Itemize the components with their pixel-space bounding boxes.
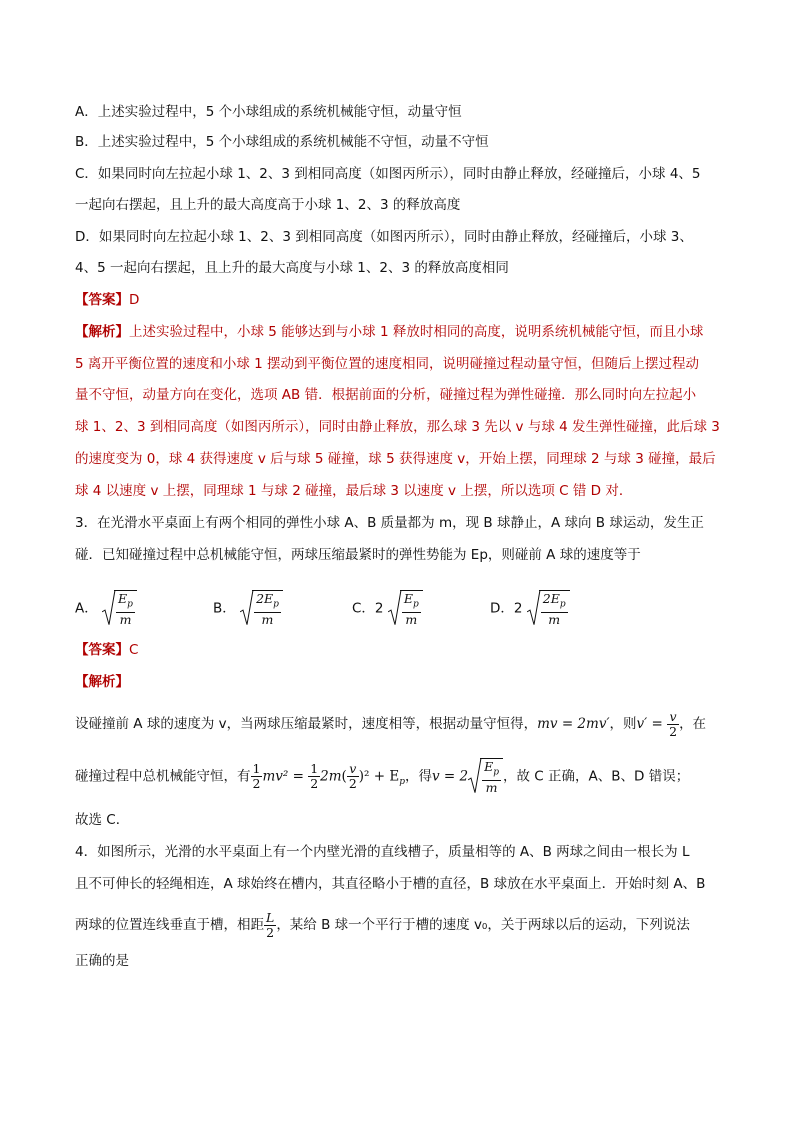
q2-analysis-line6: 球 4 以速度 v 上摆，同理球 1 与球 2 碰撞，最后球 3 以速度 v 上摆，所以选项 C 错 D 对． bbox=[75, 483, 633, 499]
sqrt-expression: $\frac{E_p}{m}$ bbox=[468, 758, 503, 795]
q2-analysis-line1 bbox=[75, 321, 703, 343]
analysis-text: 上述实验过程中，小球 5 能够达到与小球 1 释放时相同的高度，说明系统机械能守恒，而且小球 bbox=[129, 324, 704, 340]
q3-stem-line2: 碰．已知碰撞过程中总机械能守恒，两球压缩最紧时的弹性势能为 Ep，则碰前 A 球的速度等于 bbox=[75, 547, 641, 563]
q3-option-d bbox=[490, 590, 570, 627]
sqrt-expression: $\frac{2E_p}{m}$ bbox=[527, 590, 570, 627]
option-letter: B． bbox=[213, 600, 236, 617]
analysis-text: ，则 bbox=[609, 716, 637, 732]
q3-conclusion: 故选 C． bbox=[75, 812, 130, 828]
option-b: B．上述实验过程中，5 个小球组成的系统机械能不守恒，动量不守恒 bbox=[75, 134, 489, 150]
analysis-text: 碰撞过程中总机械能守恒，有 bbox=[75, 768, 251, 785]
analysis-text: ，得 bbox=[404, 768, 432, 785]
q4-stem-line3 bbox=[75, 909, 690, 941]
sqrt-expression: $\frac{E_p}{m}$ bbox=[102, 590, 137, 627]
option-c-line1: C．如果同时向左拉起小球 1、2、3 到相同高度（如图丙所示），同时由静止释放，经碰撞后，小球 4、5 bbox=[75, 166, 701, 182]
formula-result: v = 2 bbox=[431, 768, 469, 785]
analysis-label: 【解析】 bbox=[75, 324, 129, 340]
q3-answer bbox=[75, 639, 138, 661]
option-a: A．上述实验过程中，5 个小球组成的系统机械能守恒，动量守恒 bbox=[75, 104, 462, 120]
formula-energy: mv² = bbox=[262, 768, 304, 785]
q3-option-b bbox=[213, 590, 283, 627]
analysis-text: 设碰撞前 A 球的速度为 v，当两球压缩最紧时，速度相等，根据动量守恒得， bbox=[75, 716, 538, 732]
q2-answer bbox=[75, 289, 139, 311]
stem-text: 两球的位置连线垂直于槽，相距 bbox=[75, 917, 264, 933]
q3-analysis-label bbox=[75, 671, 129, 693]
answer-label: 【答案】 bbox=[75, 292, 129, 308]
q3-analysis-line2: 碰撞过程中总机械能守恒，有 $\frac{1}{2}$ mv² = $\frac{1}{2}$ 2m( $\frac{v}{2}$ )$^2 + E_p$，得v = 2 $\frac{E_p}{m}$ ，故 C 正确，A、B、D 错误； bbox=[75, 759, 690, 795]
analysis-label: 【解析】 bbox=[75, 674, 129, 690]
option-letter: A． bbox=[75, 600, 98, 617]
analysis-text: ，故 C 正确，A、B、D 错误； bbox=[503, 768, 690, 785]
q4-stem-line4: 正确的是 bbox=[75, 953, 129, 969]
fraction-v-over-2: $\frac{v}{2}$ bbox=[669, 708, 678, 739]
answer-label: 【答案】 bbox=[75, 642, 129, 658]
option-letter: D．2 bbox=[490, 600, 523, 617]
q3-stem-line1: 3．在光滑水平桌面上有两个相同的弹性小球 A、B 质量都为 m，现 B 球静止，A 球向 B 球运动，发生正 bbox=[75, 515, 704, 531]
fraction-L-over-2: $\frac{L}{2}$ bbox=[266, 909, 275, 940]
formula-vprime: v′ = bbox=[636, 716, 663, 732]
q3-analysis-line1 bbox=[75, 709, 706, 739]
option-d-line1: D．如果同时向左拉起小球 1、2、3 到相同高度（如图丙所示），同时由静止释放，经碰撞后，小球 3、 bbox=[75, 229, 693, 245]
fraction-half: $\frac{1}{2}$ bbox=[310, 760, 319, 791]
option-letter: C．2 bbox=[352, 600, 384, 617]
sqrt-expression: $\frac{2E_p}{m}$ bbox=[240, 590, 283, 627]
formula-momentum: mv = 2mv′ bbox=[537, 716, 610, 732]
answer-value: C bbox=[129, 642, 139, 658]
option-d-line2: 4、5 一起向右摆起，且上升的最大高度与小球 1、2、3 的释放高度相同 bbox=[75, 260, 509, 276]
q3-option-a bbox=[75, 590, 137, 627]
fraction-v-over-2: $\frac{v}{2}$ bbox=[348, 760, 357, 791]
analysis-text: ，在 bbox=[679, 716, 707, 732]
stem-text: ，某给 B 球一个平行于槽的速度 v₀，关于两球以后的运动，下列说法 bbox=[276, 917, 690, 933]
option-c-line2: 一起向右摆起，且上升的最大高度高于小球 1、2、3 的释放高度 bbox=[75, 197, 461, 213]
fraction-half: $\frac{1}{2}$ bbox=[252, 760, 261, 791]
q2-analysis-line3: 量不守恒，动量方向在变化，选项 AB 错．根据前面的分析，碰撞过程为弹性碰撞．那么同时向左拉起小 bbox=[75, 387, 697, 403]
answer-value: D bbox=[129, 292, 140, 308]
q3-option-c bbox=[352, 590, 423, 627]
q2-analysis-line2: 5 离开平衡位置的速度和小球 1 摆动到平衡位置的速度相同，说明碰撞过程动量守恒，但随后上摆过程动 bbox=[75, 356, 700, 372]
sqrt-expression: $\frac{E_p}{m}$ bbox=[388, 590, 423, 627]
q2-analysis-line4: 球 1、2、3 到相同高度（如图丙所示），同时由静止释放，那么球 3 先以 v 与球 4 发生弹性碰撞，此后球 3 bbox=[75, 419, 720, 435]
q4-stem-line1: 4．如图所示，光滑的水平桌面上有一个内壁光滑的直线槽子，质量相等的 A、B 两球之间由一根长为 L bbox=[75, 844, 690, 860]
q2-analysis-line5: 的速度变为 0，球 4 获得速度 v 后与球 5 碰撞，球 5 获得速度 v，开始上摆，同理球 2 与球 3 碰撞，最后 bbox=[75, 451, 716, 467]
q4-stem-line2: 且不可伸长的轻绳相连，A 球始终在槽内，其直径略小于槽的直径，B 球放在水平桌面上．开始时刻 A、B bbox=[75, 876, 706, 892]
